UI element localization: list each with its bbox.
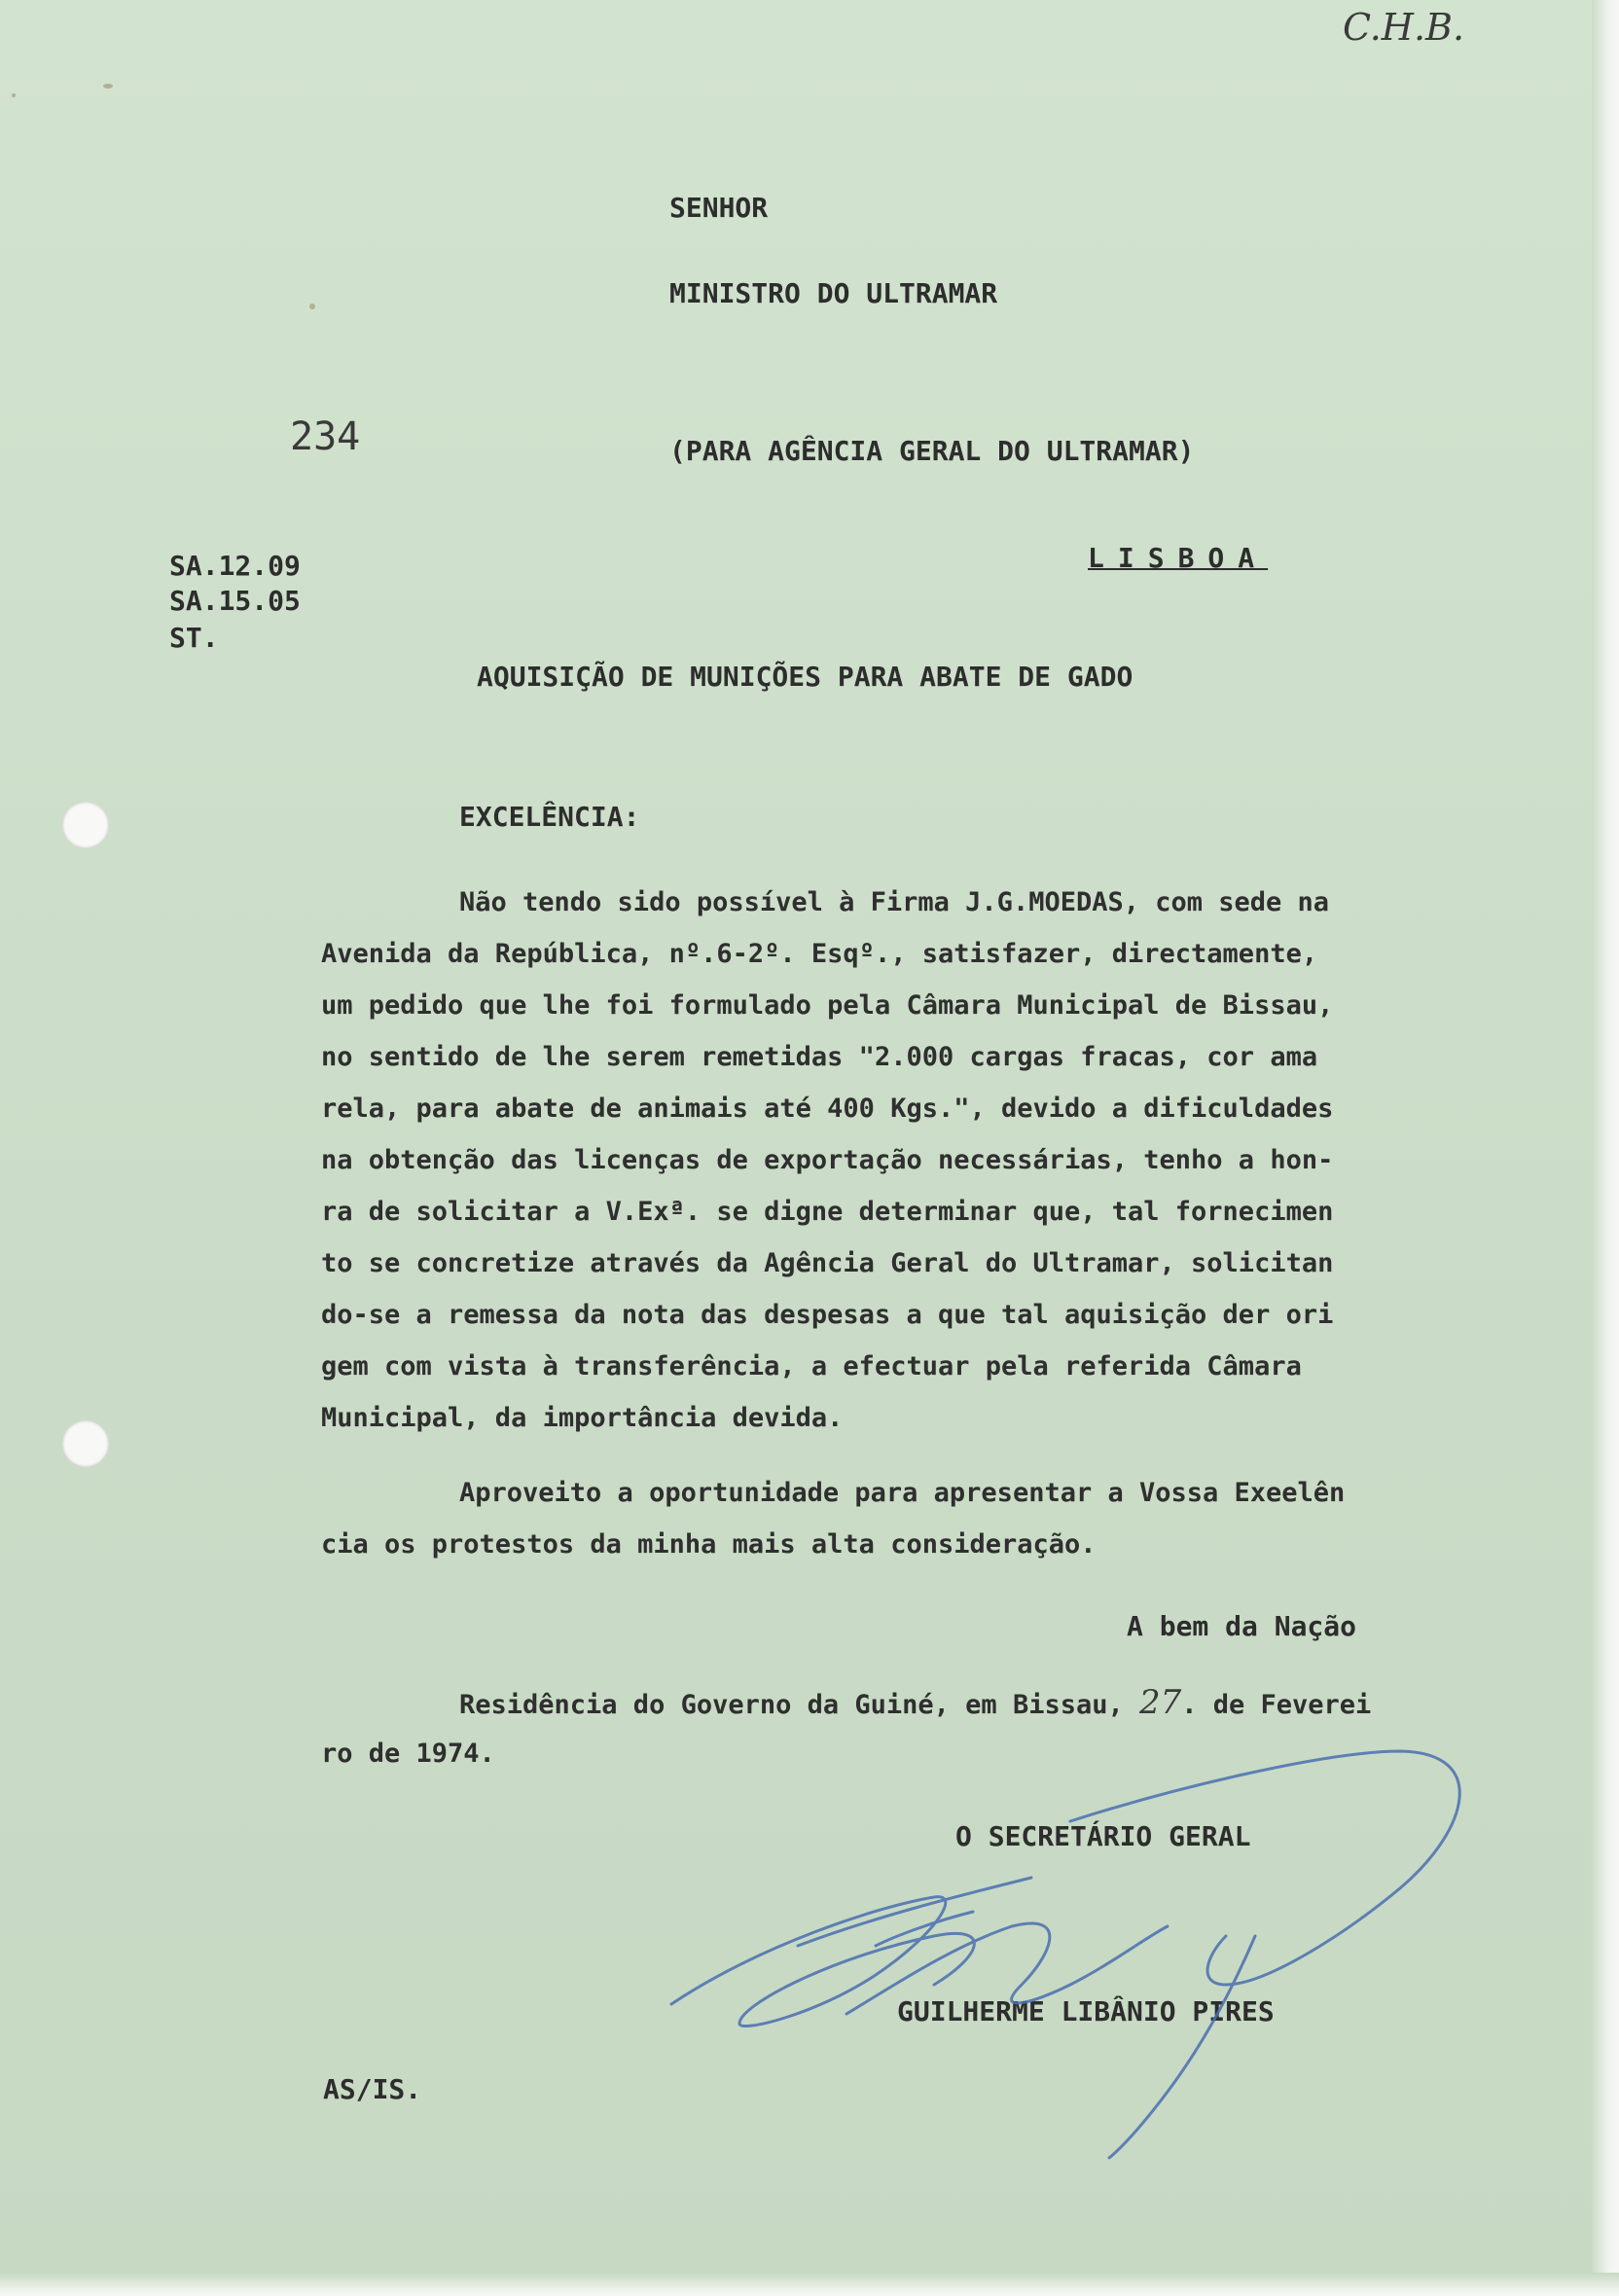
body-line: na obtenção das licenças de exportação necessárias, tenho a hon- — [321, 1145, 1334, 1175]
signatory-title: O SECRETÁRIO GERAL — [955, 1820, 1251, 1852]
body-line: Aproveito a oportunidade para apresentar a Vossa Exeelên — [459, 1478, 1346, 1508]
body-line: no sentido de lhe serem remetidas "2.000 cargas fracas, cor ama — [321, 1042, 1318, 1072]
reference-code-3: ST. — [169, 622, 219, 654]
handwritten-initials: C.H.B. — [1343, 6, 1465, 49]
body-line: cia os protestos da minha mais alta consideração. — [321, 1529, 1097, 1560]
addressee-office: MINISTRO DO ULTRAMAR — [669, 277, 998, 309]
stamp-number: 234 — [290, 414, 361, 459]
reference-code-1: SA.12.09 — [169, 550, 301, 582]
date-line-continued: ro de 1974. — [321, 1739, 495, 1769]
body-line: Municipal, da importância devida. — [321, 1403, 844, 1433]
body-line: Não tendo sido possível à Firma J.G.MOEDAS, com sede na — [459, 887, 1330, 917]
closing-formula: A bem da Nação — [1127, 1610, 1357, 1642]
paper-speck — [12, 93, 16, 97]
page-edge-right — [1592, 0, 1619, 2296]
subject-line: AQUISIÇÃO DE MUNIÇÕES PARA ABATE DE GADO — [477, 661, 1133, 693]
paper-speck — [103, 84, 113, 89]
addressee-city: LISBOA — [1088, 542, 1269, 574]
page-edge-bottom — [0, 2273, 1619, 2296]
paper-speck — [309, 304, 315, 309]
body-line: rela, para abate de animais até 400 Kgs.", devido a dificuldades — [321, 1094, 1334, 1124]
punch-hole-top — [62, 802, 109, 848]
salutation: EXCELÊNCIA: — [459, 801, 640, 833]
body-line: Avenida da República, nº.6-2º. Esqº., satisfazer, directamente, — [321, 939, 1318, 969]
body-line: do-se a remessa da nota das despesas a que tal aquisição der ori — [321, 1300, 1334, 1330]
typist-reference: AS/IS. — [323, 2073, 422, 2105]
body-line: ra de solicitar a V.Exª. se digne determinar que, tal fornecimen — [321, 1197, 1334, 1227]
signatory-name: GUILHERME LIBÂNIO PIRES — [897, 1995, 1275, 2027]
punch-hole-bottom — [62, 1420, 109, 1467]
reference-code-2: SA.15.05 — [169, 585, 301, 617]
body-line: to se concretize através da Agência Geral do Ultramar, solicitan — [321, 1248, 1334, 1278]
body-line: um pedido que lhe foi formulado pela Câmara Municipal de Bissau, — [321, 990, 1334, 1021]
addressee-title: SENHOR — [669, 192, 769, 224]
addressee-via: (PARA AGÊNCIA GERAL DO ULTRAMAR) — [669, 435, 1195, 467]
body-line: gem com vista à transferência, a efectuar pela referida Câmara — [321, 1351, 1302, 1381]
date-line: Residência do Governo da Guiné, em Bissau, 27. de Feverei — [459, 1683, 1372, 1722]
